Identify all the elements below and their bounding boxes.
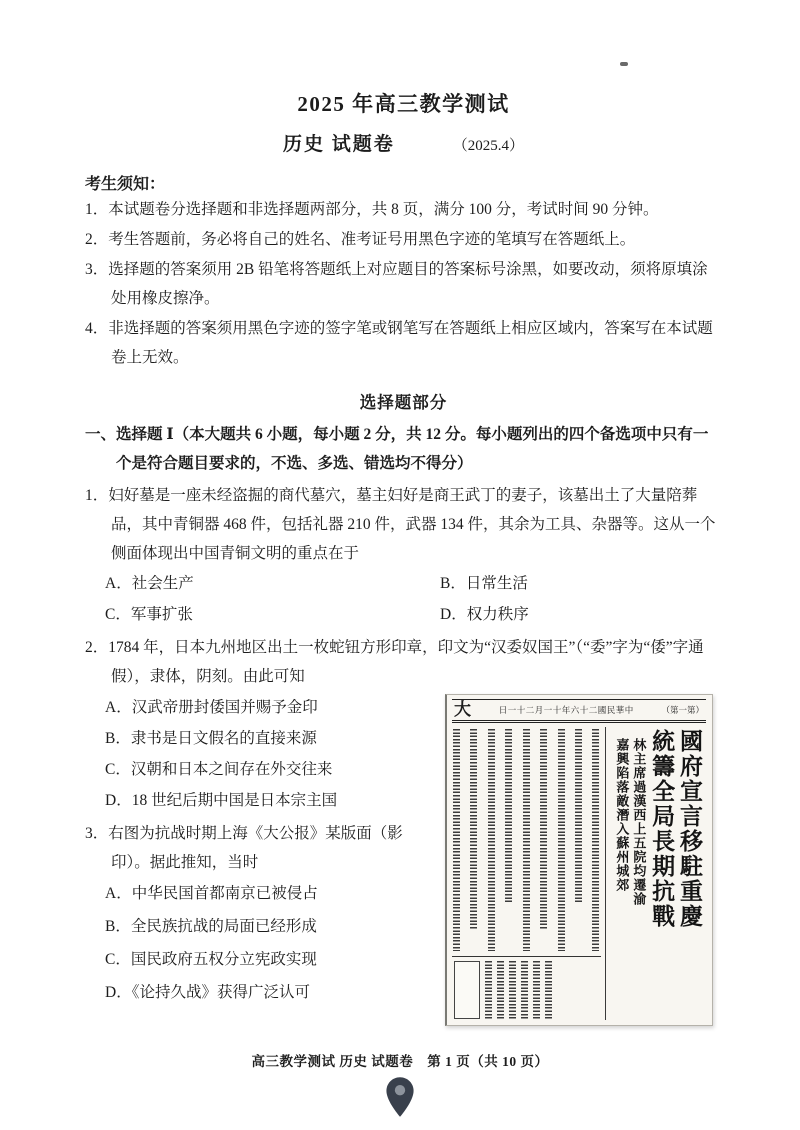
article-text-column bbox=[485, 961, 492, 1019]
newspaper-masthead-title-char: 大 bbox=[454, 700, 471, 719]
question-3-option-b: B．全民族抗战的局面已经形成 bbox=[105, 918, 317, 935]
question-2-3-region bbox=[85, 692, 722, 1026]
part-title: 选择题部分 bbox=[359, 393, 448, 412]
question-3-option-a: A．中华民国首都南京已被侵占 bbox=[105, 885, 318, 902]
question-3-option-c: C．国民政府五权分立宪政实现 bbox=[105, 951, 317, 968]
article-text-column bbox=[523, 729, 530, 951]
question-1-option-d: D．权力秩序 bbox=[440, 606, 529, 623]
article-text-column bbox=[575, 729, 582, 902]
newspaper-headline-1: 國府宣言移駐重慶 bbox=[677, 729, 702, 929]
notice-item-1: 1．本试题卷分选择题和非选择题两部分，共 8 页，满分 100 分，考试时间 90 分钟。 bbox=[85, 201, 659, 218]
newspaper-clipping-image bbox=[445, 694, 713, 1026]
notice-item-2: 2．考生答题前，务必将自己的姓名、准考证号用黑色字迹的笔填写在答题纸上。 bbox=[85, 231, 636, 248]
page-footer: 高三教学测试 历史 试题卷 第 1 页（共 10 页） bbox=[251, 1054, 549, 1069]
article-text-column bbox=[545, 961, 552, 1019]
question-1-option-b: B．日常生活 bbox=[440, 575, 528, 592]
question-2-options bbox=[85, 692, 433, 816]
article-text-column bbox=[558, 729, 565, 951]
newspaper-advert-box bbox=[454, 961, 480, 1019]
paper-subject: 历史 试题卷 bbox=[282, 134, 395, 155]
notice-item-4: 4．非选择题的答案须用黑色字迹的签字笔或钢笔写在答题纸上相应区域内，答案写在本试题卷上无效。 bbox=[85, 320, 713, 366]
newspaper-masthead bbox=[452, 699, 706, 723]
question-2-stem: 2．1784 年，日本九州地区出土一枚蛇钮方形印章，印文为“汉委奴国王”（“委”字为“倭”字通假），隶体，阴刻。由此可知 bbox=[85, 639, 704, 685]
article-text-column bbox=[540, 729, 547, 929]
question-3-options bbox=[85, 877, 433, 1009]
question-2-option-b: B．隶书是日文假名的直接来源 bbox=[105, 730, 317, 747]
question-1-option-c: C．军事扩张 bbox=[105, 606, 193, 623]
newspaper-headline-2: 統籌全局長期抗戰 bbox=[649, 729, 675, 929]
article-text-column bbox=[592, 729, 599, 951]
newspaper-masthead-edition: （第一第） bbox=[661, 704, 704, 715]
section-heading: 一、选择题 Ⅰ（本大题共 6 小题，每小题 2 分，共 12 分。每小题列出的四个备选项中只有一个是符合题目要求的，不选、多选、错选均不得分） bbox=[85, 426, 709, 472]
newspaper-subhead-2: 嘉興陷落敵潛入蘇州城郊 bbox=[614, 738, 630, 892]
newspaper-rule bbox=[452, 956, 601, 957]
article-text-column bbox=[497, 961, 504, 1019]
left-text-column bbox=[85, 692, 433, 1009]
newspaper-headline-area bbox=[606, 727, 706, 1020]
paper-date: （2025.4） bbox=[452, 138, 525, 154]
paper-title: 2025 年高三教学测试 bbox=[297, 92, 510, 116]
watermark-pin-logo bbox=[385, 1076, 415, 1123]
newspaper-subhead-1: 林主席過漢西上五院均遷渝 bbox=[631, 738, 647, 906]
newspaper-article-text-columns bbox=[452, 727, 601, 953]
question-2-option-a: A．汉武帝册封倭国并赐予金印 bbox=[105, 699, 318, 716]
article-text-column bbox=[453, 729, 460, 951]
newspaper-bottom-strip bbox=[452, 959, 601, 1020]
question-1-options bbox=[85, 568, 722, 630]
question-1-option-a: A．社会生产 bbox=[105, 575, 194, 592]
question-2-option-c: C．汉朝和日本之间存在外交往来 bbox=[105, 761, 333, 778]
question-3-stem: 3．右图为抗战时期上海《大公报》某版面（影印）。据此推知，当时 bbox=[85, 825, 403, 871]
article-text-column bbox=[488, 729, 495, 951]
question-2-option-d: D．18 世纪后期中国是日本宗主国 bbox=[105, 792, 338, 809]
question-1-stem: 1．妇好墓是一座未经盗掘的商代墓穴，墓主妇好是商王武丁的妻子，该墓出土了大量陪葬品，其中青铜器 468 件，包括礼器 210 件，武器 134 件，其余为工具、杂器等。这从一个侧面体现出中国青铜文明的重点在于 bbox=[85, 487, 716, 562]
article-text-column bbox=[521, 961, 528, 1019]
article-text-column bbox=[505, 729, 512, 902]
notice-item-3: 3．选择题的答案须用 2B 铅笔将答题纸上对应题目的答案标号涂黑，如要改动，须将原填涂处用橡皮擦净。 bbox=[85, 261, 708, 307]
newspaper-article-area bbox=[452, 727, 606, 1020]
question-3-option-d: D．《论持久战》获得广泛认可 bbox=[105, 984, 310, 1001]
newspaper-body bbox=[452, 723, 706, 1020]
article-text-column bbox=[470, 729, 477, 929]
notice-heading: 考生须知： bbox=[85, 176, 166, 193]
paper-subtitle-row bbox=[85, 129, 722, 156]
article-text-column bbox=[509, 961, 516, 1019]
article-text-column bbox=[533, 961, 540, 1019]
newspaper-masthead-date: 日一十二月一十年六十二國民華中 bbox=[498, 704, 634, 715]
